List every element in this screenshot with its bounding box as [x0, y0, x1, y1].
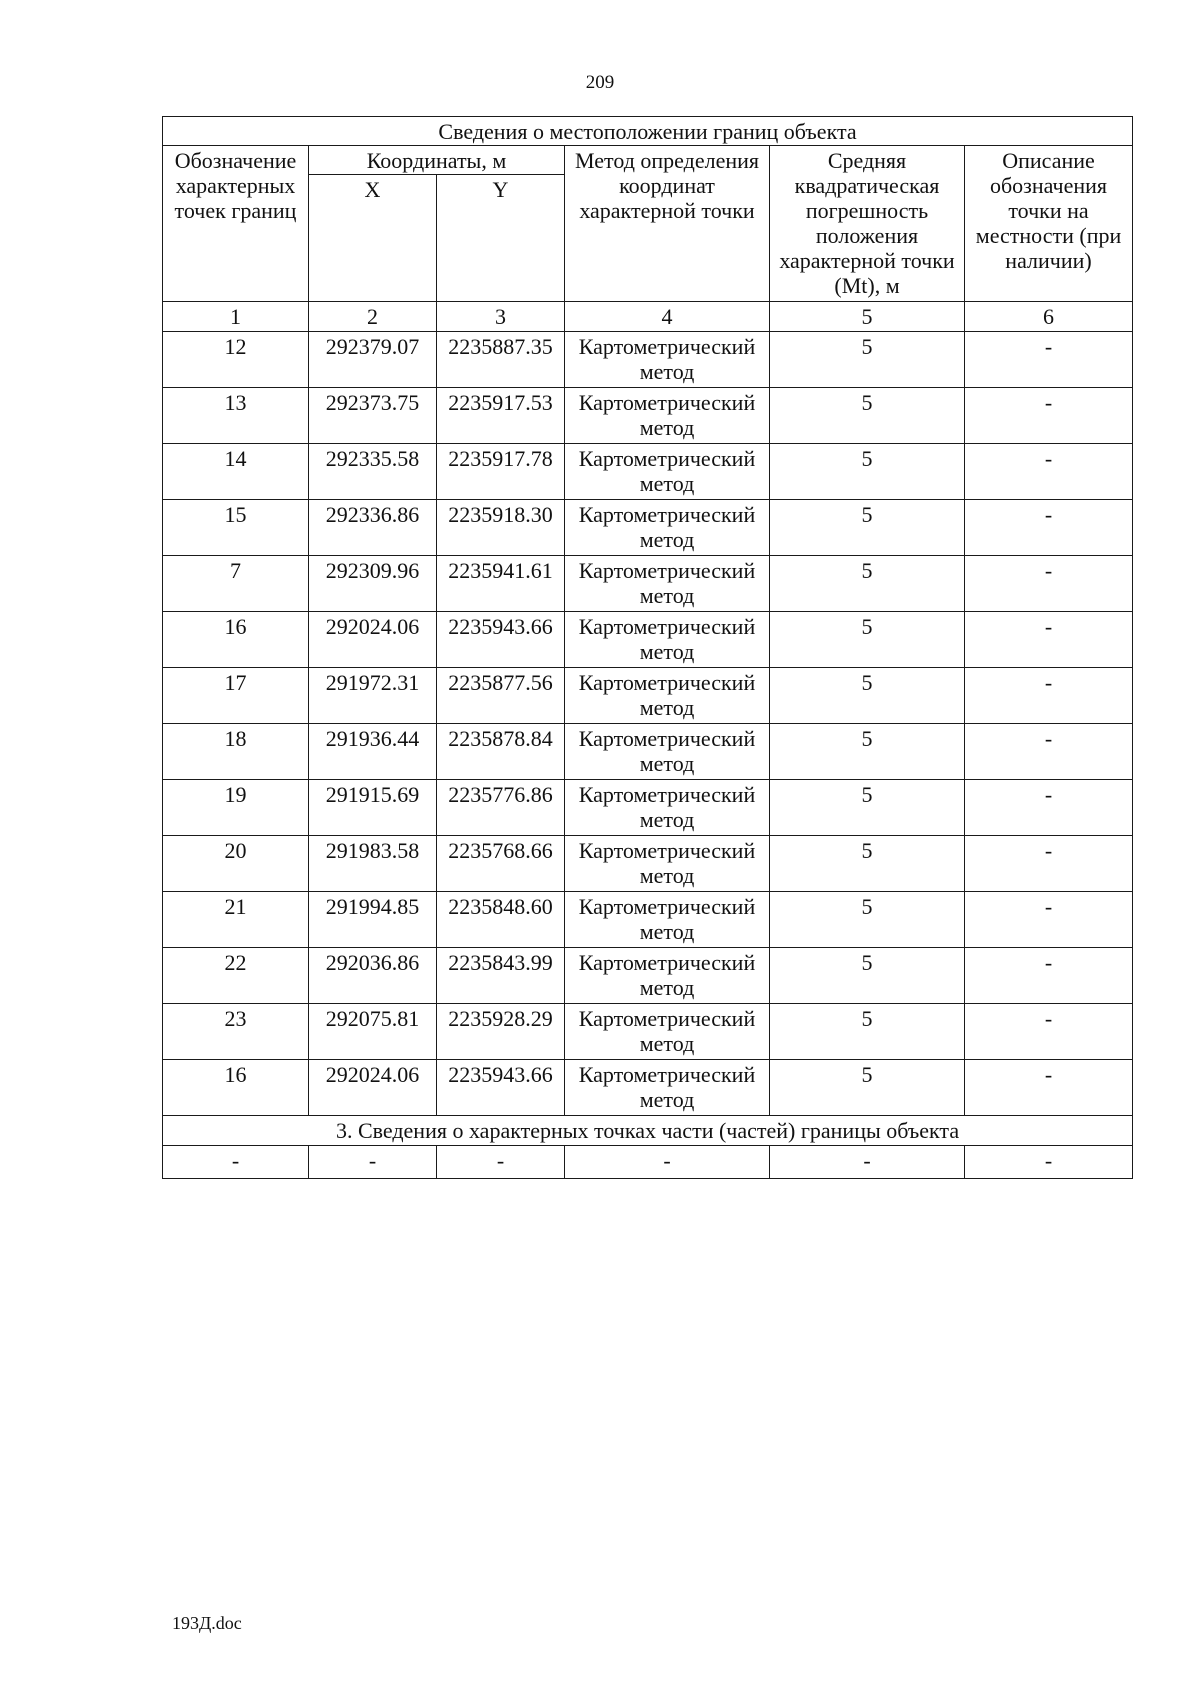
cell-desc: -: [965, 948, 1133, 1004]
table-caption: Сведения о местоположении границ объекта: [163, 117, 1133, 146]
table-row: [163, 836, 1133, 892]
header-error: Средняя квадратическая погрешность положения характерной точки (Mt), м: [770, 146, 965, 302]
cell-point: 14: [163, 444, 309, 500]
cell-x: 291915.69: [309, 780, 437, 836]
cell-method: Картометрический метод: [565, 836, 770, 892]
section3-cell: -: [965, 1146, 1133, 1179]
cell-desc: -: [965, 836, 1133, 892]
cell-x: 292335.58: [309, 444, 437, 500]
cell-point: 23: [163, 1004, 309, 1060]
cell-desc: -: [965, 444, 1133, 500]
cell-method: Картометрический метод: [565, 444, 770, 500]
cell-desc: -: [965, 556, 1133, 612]
cell-y: 2235776.86: [437, 780, 565, 836]
cell-error: 5: [770, 500, 965, 556]
cell-method: Картометрический метод: [565, 1060, 770, 1116]
cell-y: 2235943.66: [437, 612, 565, 668]
cell-x: 292024.06: [309, 1060, 437, 1116]
cell-point: 16: [163, 612, 309, 668]
cell-x: 292336.86: [309, 500, 437, 556]
table-row: [163, 388, 1133, 444]
cell-error: 5: [770, 836, 965, 892]
table-row: [163, 1004, 1133, 1060]
cell-y: 2235917.53: [437, 388, 565, 444]
column-number: 1: [163, 302, 309, 332]
cell-error: 5: [770, 948, 965, 1004]
header-x: X: [309, 175, 437, 302]
column-number: 4: [565, 302, 770, 332]
cell-y: 2235877.56: [437, 668, 565, 724]
section3-cell: -: [309, 1146, 437, 1179]
cell-point: 19: [163, 780, 309, 836]
cell-error: 5: [770, 1060, 965, 1116]
cell-method: Картометрический метод: [565, 724, 770, 780]
cell-point: 13: [163, 388, 309, 444]
cell-point: 15: [163, 500, 309, 556]
cell-point: 16: [163, 1060, 309, 1116]
column-number-row: [163, 302, 1133, 332]
cell-y: 2235843.99: [437, 948, 565, 1004]
table-row: [163, 892, 1133, 948]
cell-error: 5: [770, 1004, 965, 1060]
cell-point: 7: [163, 556, 309, 612]
section3-cell: -: [437, 1146, 565, 1179]
cell-error: 5: [770, 444, 965, 500]
cell-desc: -: [965, 612, 1133, 668]
column-number: 6: [965, 302, 1133, 332]
cell-desc: -: [965, 668, 1133, 724]
cell-x: 292379.07: [309, 332, 437, 388]
cell-point: 20: [163, 836, 309, 892]
column-number: 5: [770, 302, 965, 332]
cell-method: Картометрический метод: [565, 556, 770, 612]
section3-cell: -: [565, 1146, 770, 1179]
section3-title: 3. Сведения о характерных точках части (частей) границы объекта: [163, 1116, 1133, 1146]
cell-method: Картометрический метод: [565, 948, 770, 1004]
cell-x: 291936.44: [309, 724, 437, 780]
section3-row: [163, 1146, 1133, 1179]
cell-y: 2235768.66: [437, 836, 565, 892]
cell-x: 291972.31: [309, 668, 437, 724]
table-row: [163, 332, 1133, 388]
header-coords: Координаты, м: [309, 146, 565, 175]
cell-y: 2235928.29: [437, 1004, 565, 1060]
column-number: 2: [309, 302, 437, 332]
cell-x: 292024.06: [309, 612, 437, 668]
cell-point: 21: [163, 892, 309, 948]
table-row: [163, 948, 1133, 1004]
cell-desc: -: [965, 724, 1133, 780]
cell-y: 2235943.66: [437, 1060, 565, 1116]
cell-x: 291994.85: [309, 892, 437, 948]
cell-y: 2235917.78: [437, 444, 565, 500]
footer-filename: 193Д.doc: [172, 1613, 242, 1633]
cell-error: 5: [770, 892, 965, 948]
table-row: [163, 556, 1133, 612]
table-row: [163, 1060, 1133, 1116]
header-point: Обозначение характерных точек границ: [163, 146, 309, 302]
header-y: Y: [437, 175, 565, 302]
cell-method: Картометрический метод: [565, 332, 770, 388]
cell-error: 5: [770, 556, 965, 612]
cell-x: 292036.86: [309, 948, 437, 1004]
cell-desc: -: [965, 1060, 1133, 1116]
cell-point: 22: [163, 948, 309, 1004]
cell-x: 291983.58: [309, 836, 437, 892]
cell-method: Картометрический метод: [565, 1004, 770, 1060]
cell-method: Картометрический метод: [565, 500, 770, 556]
cell-method: Картометрический метод: [565, 780, 770, 836]
cell-x: 292309.96: [309, 556, 437, 612]
table-row: [163, 668, 1133, 724]
section3-cell: -: [770, 1146, 965, 1179]
table-row: [163, 612, 1133, 668]
cell-error: 5: [770, 668, 965, 724]
cell-method: Картометрический метод: [565, 892, 770, 948]
cell-error: 5: [770, 388, 965, 444]
cell-method: Картометрический метод: [565, 668, 770, 724]
cell-y: 2235878.84: [437, 724, 565, 780]
cell-point: 18: [163, 724, 309, 780]
section3-cell: -: [163, 1146, 309, 1179]
cell-error: 5: [770, 724, 965, 780]
table-row: [163, 500, 1133, 556]
cell-desc: -: [965, 892, 1133, 948]
cell-x: 292075.81: [309, 1004, 437, 1060]
cell-y: 2235918.30: [437, 500, 565, 556]
cell-error: 5: [770, 332, 965, 388]
cell-desc: -: [965, 332, 1133, 388]
cell-desc: -: [965, 388, 1133, 444]
header-method: Метод определения координат характерной точки: [565, 146, 770, 302]
cell-method: Картометрический метод: [565, 612, 770, 668]
cell-point: 17: [163, 668, 309, 724]
cell-error: 5: [770, 612, 965, 668]
cell-error: 5: [770, 780, 965, 836]
cell-point: 12: [163, 332, 309, 388]
table-row: [163, 780, 1133, 836]
boundary-points-table: [162, 116, 1133, 1179]
header-description: Описание обозначения точки на местности (при наличии): [965, 146, 1133, 302]
cell-x: 292373.75: [309, 388, 437, 444]
cell-desc: -: [965, 780, 1133, 836]
table-row: [163, 724, 1133, 780]
cell-desc: -: [965, 500, 1133, 556]
cell-y: 2235848.60: [437, 892, 565, 948]
cell-method: Картометрический метод: [565, 388, 770, 444]
table-row: [163, 444, 1133, 500]
page-number: 209: [585, 72, 615, 93]
cell-y: 2235941.61: [437, 556, 565, 612]
column-number: 3: [437, 302, 565, 332]
cell-desc: -: [965, 1004, 1133, 1060]
cell-y: 2235887.35: [437, 332, 565, 388]
